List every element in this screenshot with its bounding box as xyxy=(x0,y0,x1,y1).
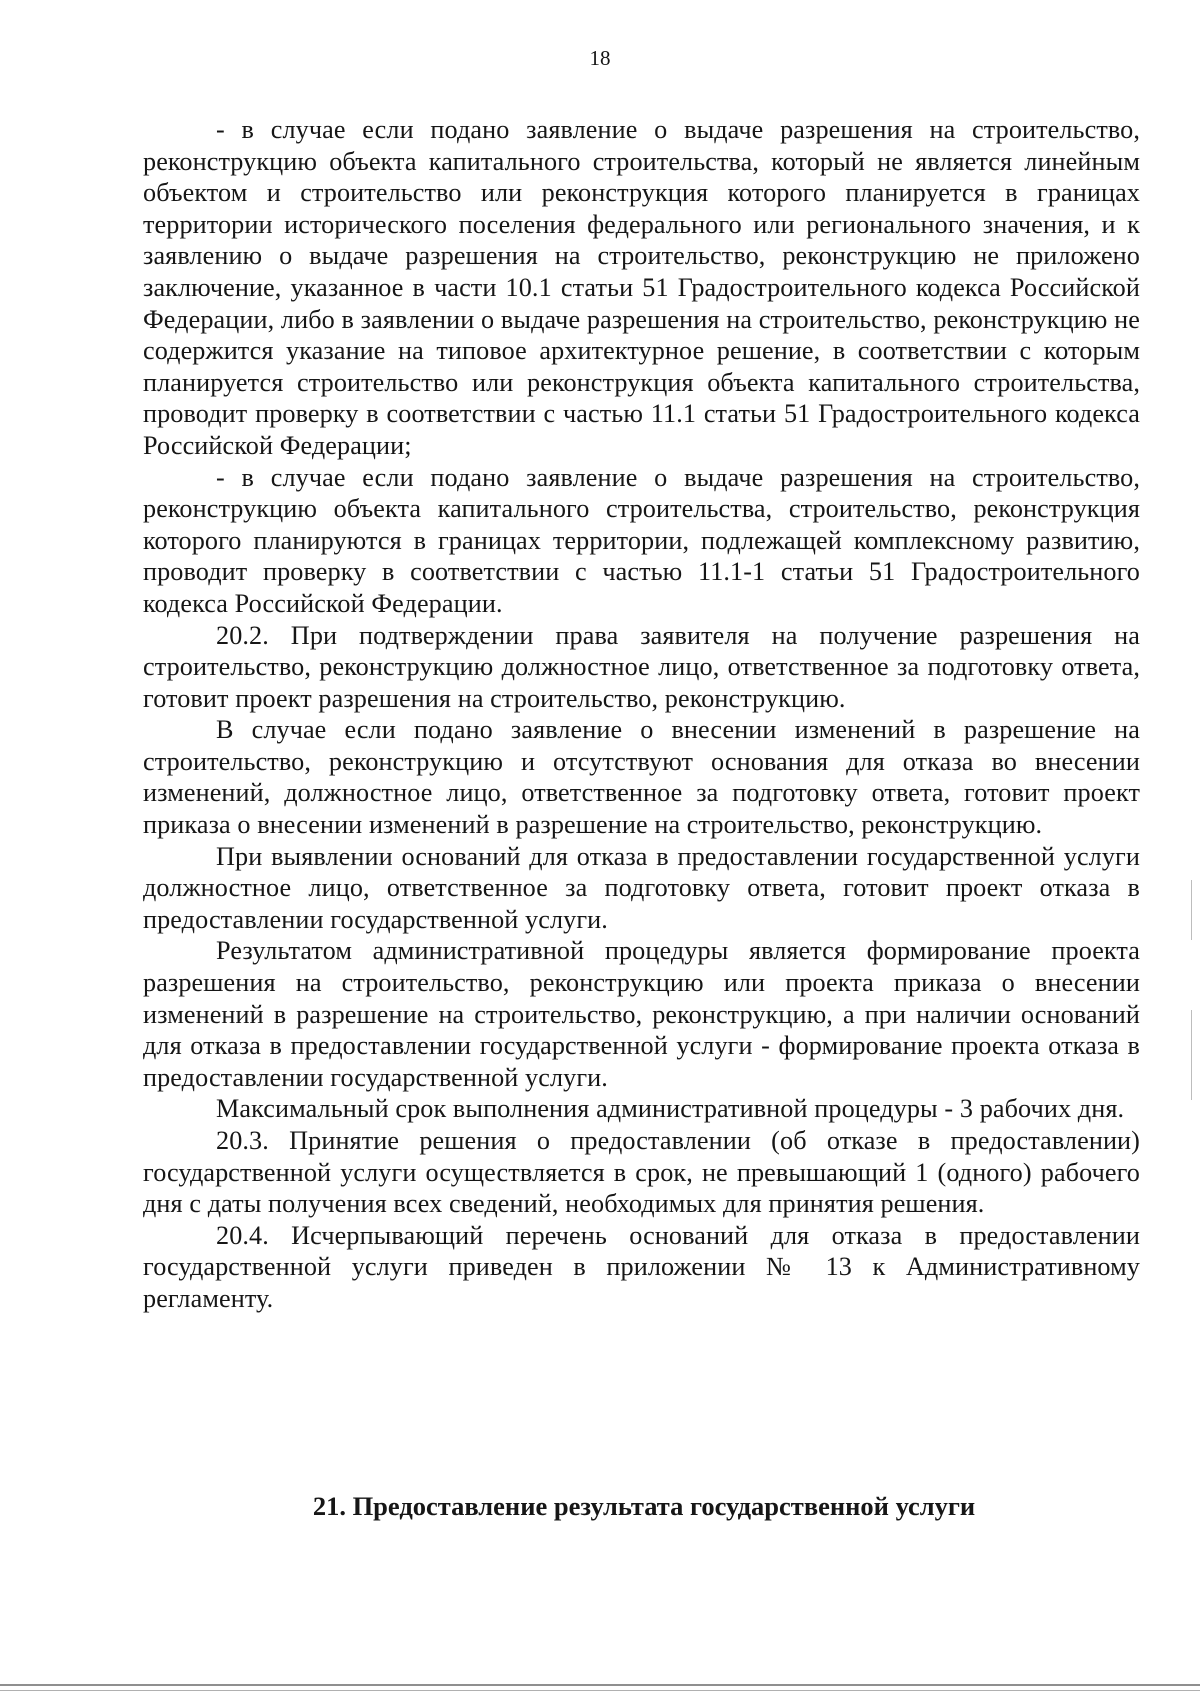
paragraph-9: 20.4. Исчерпывающий перечень оснований для отказа в предоставлении государственной услуги приведен в приложении № 13 к Административному регламенту. xyxy=(143,1220,1140,1313)
scan-artifact xyxy=(1191,880,1192,940)
paragraph-8: 20.3. Принятие решения о предоставлении (об отказе в предоставлении) государственной услуги осуществляется в срок, не превышающий 1 (одного) рабочего дня с даты получения всех сведений, необходимых для принятия решения. xyxy=(143,1126,1140,1219)
section-heading: 21. Предоставление результата государственной услуги xyxy=(312,1491,976,1521)
paragraph-1: - в случае если подано заявление о выдаче разрешения на строительство, реконструкцию объекта капитального строительства, который не является линейным объектом и строительство или реконструкция которого планируется в границах территории исторического поселения федерального или регионального значения, и к заявлению о выдаче разрешения на строительство, реконструкцию не приложено заключение, указанное в части 10.1 статьи 51 Градостроительного кодекса Российской Федерации, либо в заявлении о выдаче разрешения на строительство, реконструкцию не содержится указание на типовое архитектурное решение, в соответствии с которым планируется строительство или реконструкция объекта капитального строительства, проводит проверку в соответствии с частью 11.1 статьи 51 Градостроительного кодекса Российской Федерации; xyxy=(143,115,1140,460)
document-body xyxy=(143,114,1140,1315)
paragraph-6: Результатом административной процедуры является формирование проекта разрешения на строительство, реконструкцию или проекта приказа о внесении изменений в разрешение на строительство, реконструкцию, а при наличии оснований для отказа в предоставлении государственной услуги - формирование проекта отказа в предоставлении государственной услуги. xyxy=(143,936,1140,1092)
paragraph-3: 20.2. При подтверждении права заявителя на получение разрешения на строительство, реконструкцию должностное лицо, ответственное за подготовку ответа, готовит проект разрешения на строительство, реконструкцию. xyxy=(143,620,1140,713)
scan-edge-line xyxy=(0,1690,1200,1691)
scan-artifact xyxy=(1191,1010,1192,1100)
paragraph-7: Максимальный срок выполнения административной процедуры - 3 рабочих дня. xyxy=(216,1094,1125,1124)
paragraph-2: - в случае если подано заявление о выдаче разрешения на строительство, реконструкцию объекта капитального строительства, строительство, реконструкция которого планируются в границах территории, подлежащей комплексному развитию, проводит проверку в соответствии с частью 11.1-1 статьи 51 Градостроительного кодекса Российской Федерации. xyxy=(143,462,1140,618)
paragraph-4: В случае если подано заявление о внесении изменений в разрешение на строительство, реконструкцию и отсутствуют основания для отказа во внесении изменений, должностное лицо, ответственное за подготовку ответа, готовит проект приказа о внесении изменений в разрешение на строительство, реконструкцию. xyxy=(143,715,1140,840)
page-number: 18 xyxy=(589,46,611,70)
scan-edge-line xyxy=(0,1684,1200,1686)
paragraph-5: При выявлении оснований для отказа в предоставлении государственной услуги должностное лицо, ответственное за подготовку ответа, готовит проект отказа в предоставлении государственной услуги. xyxy=(143,841,1140,934)
